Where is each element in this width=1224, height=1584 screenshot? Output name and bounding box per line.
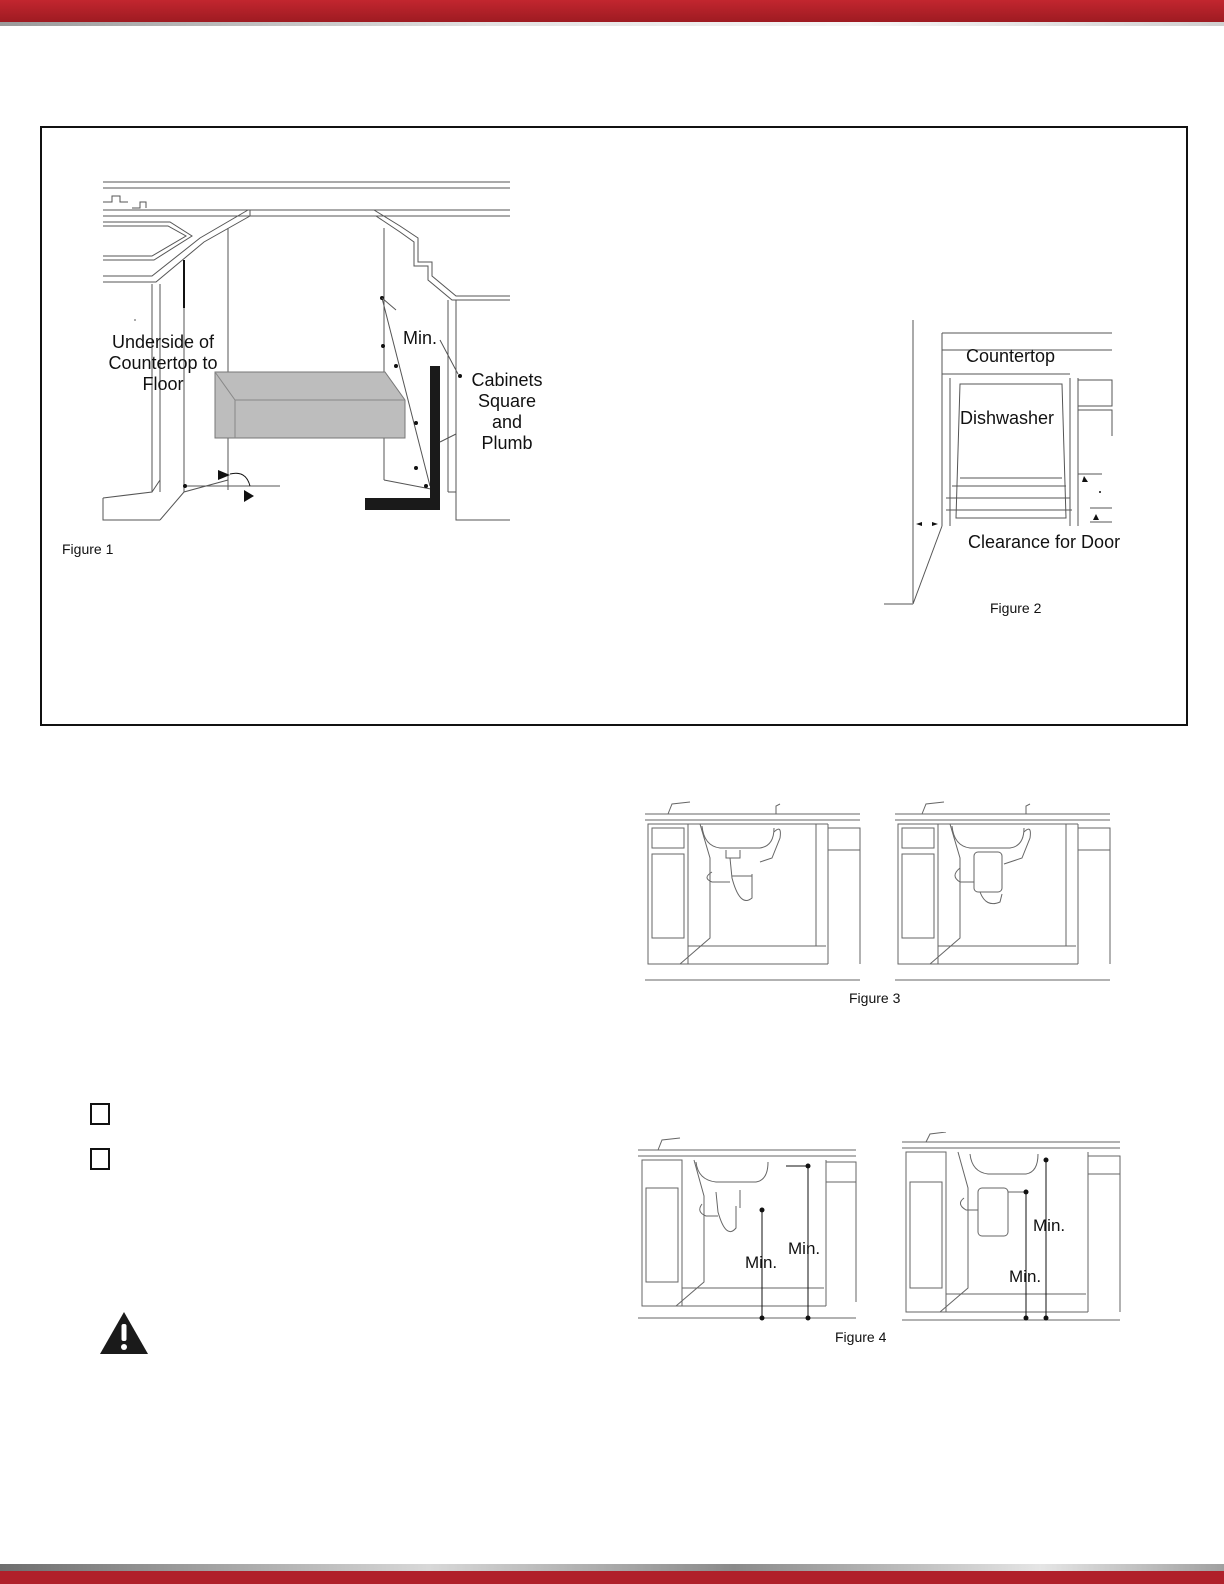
checklist-checkbox-2[interactable] [90,1148,110,1170]
figure-4-left-min-upper: Min. [788,1239,821,1258]
figure-4-right-min-upper: Min. [1033,1216,1066,1235]
figure-2-label-dishwasher: Dishwasher [960,408,1055,428]
figure-4-right-min-lower: Min. [1009,1267,1042,1286]
footer-gradient-stripe [0,1564,1224,1571]
figure-2-caption: Figure 2 [990,600,1042,616]
warning-triangle-icon [98,1310,150,1356]
figure-4-left-min-lower: Min. [745,1253,778,1272]
figure-1-label-min: Min. [403,328,438,348]
figure-1-caption: Figure 1 [62,541,114,557]
checklist-checkbox-1[interactable] [90,1103,110,1125]
figure-3-caption: Figure 3 [849,990,901,1006]
figure-4-caption: Figure 4 [835,1329,887,1345]
figure-1-label-underside: Underside of Countertop to Floor [108,332,218,394]
figure-2-label-countertop: Countertop [966,346,1056,366]
figure-2-label-clearance: Clearance for Door [968,532,1121,552]
header-red-bar [0,0,1224,22]
figure-3-drawing [640,798,1115,988]
footer-red-bar [0,1571,1224,1584]
header-gradient-stripe [0,22,1224,26]
figure-1-label-cabinets: Cabinets Square and Plumb [471,370,543,453]
